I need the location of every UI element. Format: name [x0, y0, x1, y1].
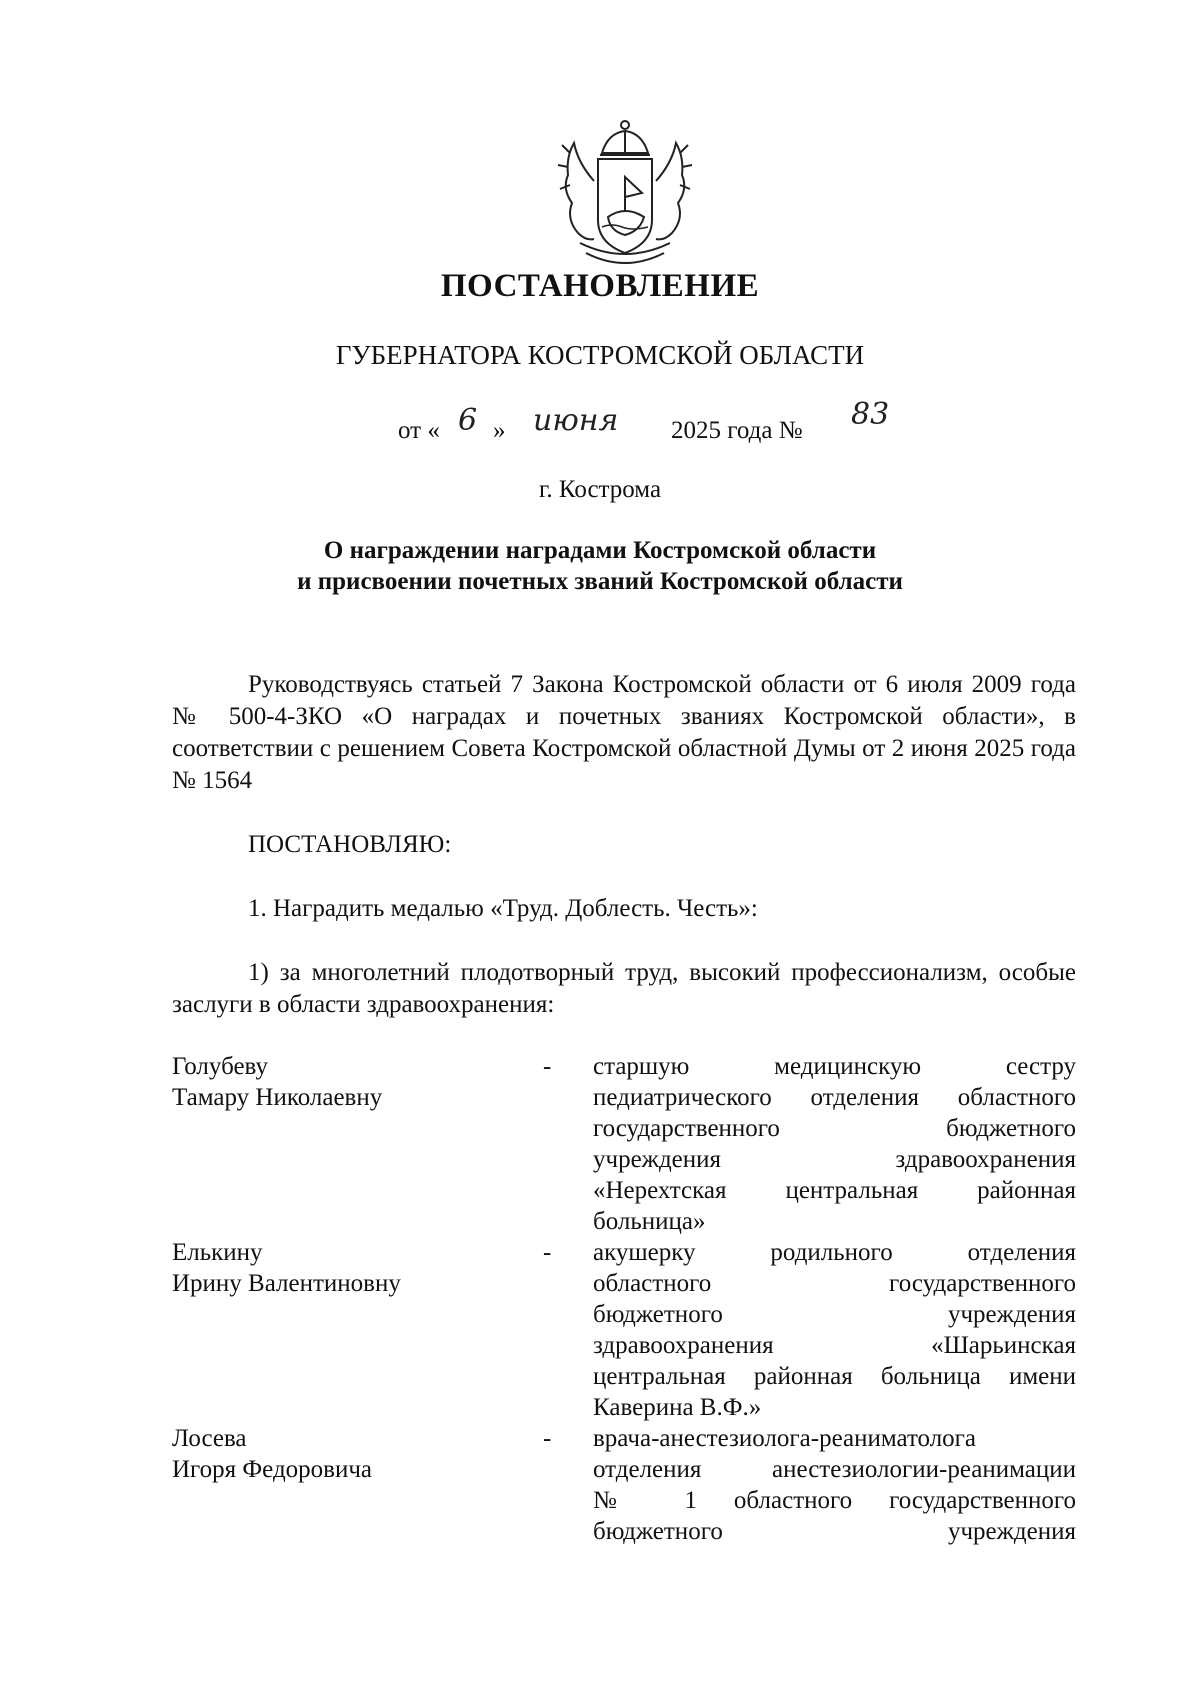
awardee-row [172, 1423, 1076, 1547]
preamble-paragraph: Руководствуясь статьей 7 Закона Костромской области от 6 июля 2009 года № 500-4-ЗКО «О наградах и почетных званиях Костромской области», в соответствии с решением Совета Костромской областной Думы от 2 июня 2025 года № 1564 [172, 671, 1076, 794]
awardee-name [172, 1423, 542, 1547]
heading-line-1: О награждении наградами Костромской области [323, 537, 877, 564]
awardee-given-names: Тамару Николаевну [172, 1084, 383, 1111]
city: г. Кострома [538, 476, 662, 503]
dash-separator: - [543, 1425, 552, 1452]
document-title: ПОСТАНОВЛЕНИЕ [440, 268, 760, 304]
decree-word: ПОСТАНОВЛЯЮ: [248, 831, 452, 858]
awardee-position [593, 1423, 1076, 1547]
position-line: Каверина В.Ф.» [593, 1394, 762, 1421]
date-prefix: от « [398, 417, 440, 444]
position-line: педиатрического отделения областного [593, 1084, 1076, 1111]
position-line: учреждения здравоохранения [593, 1146, 1076, 1173]
awardee-name [172, 1051, 542, 1237]
clause-1: 1. Наградить медалью «Труд. Доблесть. Честь»: [248, 895, 758, 922]
position-line: отделения анестезиологии-реанимации [593, 1456, 1076, 1483]
date-number-line [398, 397, 998, 449]
position-line: здравоохранения «Шарьинская [593, 1332, 1076, 1359]
position-line: врача-анестезиолога-реаниматолога [593, 1425, 977, 1452]
awardee-position [593, 1051, 1076, 1237]
awardee-given-names: Игоря Федоровича [172, 1456, 373, 1483]
awardee-name [172, 1237, 542, 1423]
awardee-surname: Лосева [172, 1425, 247, 1452]
document-subtitle: ГУБЕРНАТОРА КОСТРОМСКОЙ ОБЛАСТИ [335, 340, 865, 370]
position-line: государственного бюджетного [593, 1115, 1076, 1142]
awardee-surname: Елькину [172, 1239, 263, 1266]
awardee-given-names: Ирину Валентиновну [172, 1270, 401, 1297]
awardee-surname: Голубеву [172, 1053, 269, 1080]
position-line: бюджетного учреждения [593, 1301, 1076, 1328]
awardee-row [172, 1051, 1076, 1237]
handwritten-day: 6 [458, 403, 478, 438]
heading-line-2: и присвоении почетных званий Костромской области [297, 568, 903, 595]
position-line: бюджетного учреждения [593, 1518, 1076, 1545]
handwritten-number: 83 [851, 397, 890, 432]
position-line: акушерку родильного отделения [593, 1239, 1076, 1266]
dash-separator: - [543, 1239, 552, 1266]
position-line: центральная районная больница имени [593, 1363, 1076, 1390]
handwritten-month: июня [533, 403, 619, 438]
dash-separator: - [543, 1053, 552, 1080]
awardee-row [172, 1237, 1076, 1423]
subclause-1: 1) за многолетний плодотворный труд, высокий профессионализм, особые заслуги в области здравоохранения: [172, 959, 1076, 1018]
position-line: старшую медицинскую сестру [593, 1053, 1076, 1080]
date-quote-close: » [493, 417, 506, 444]
year-and-number-label: 2025 года № [671, 417, 803, 444]
coat-of-arms-icon [550, 115, 700, 275]
document-heading [0, 535, 1200, 597]
awardee-position [593, 1237, 1076, 1423]
awardee-list [172, 1051, 1076, 1547]
position-line: «Нерехтская центральная районная [593, 1177, 1076, 1204]
position-line: больница» [593, 1208, 706, 1235]
position-line: областного государственного [593, 1270, 1076, 1297]
position-line: № 1 областного государственного [593, 1487, 1076, 1514]
